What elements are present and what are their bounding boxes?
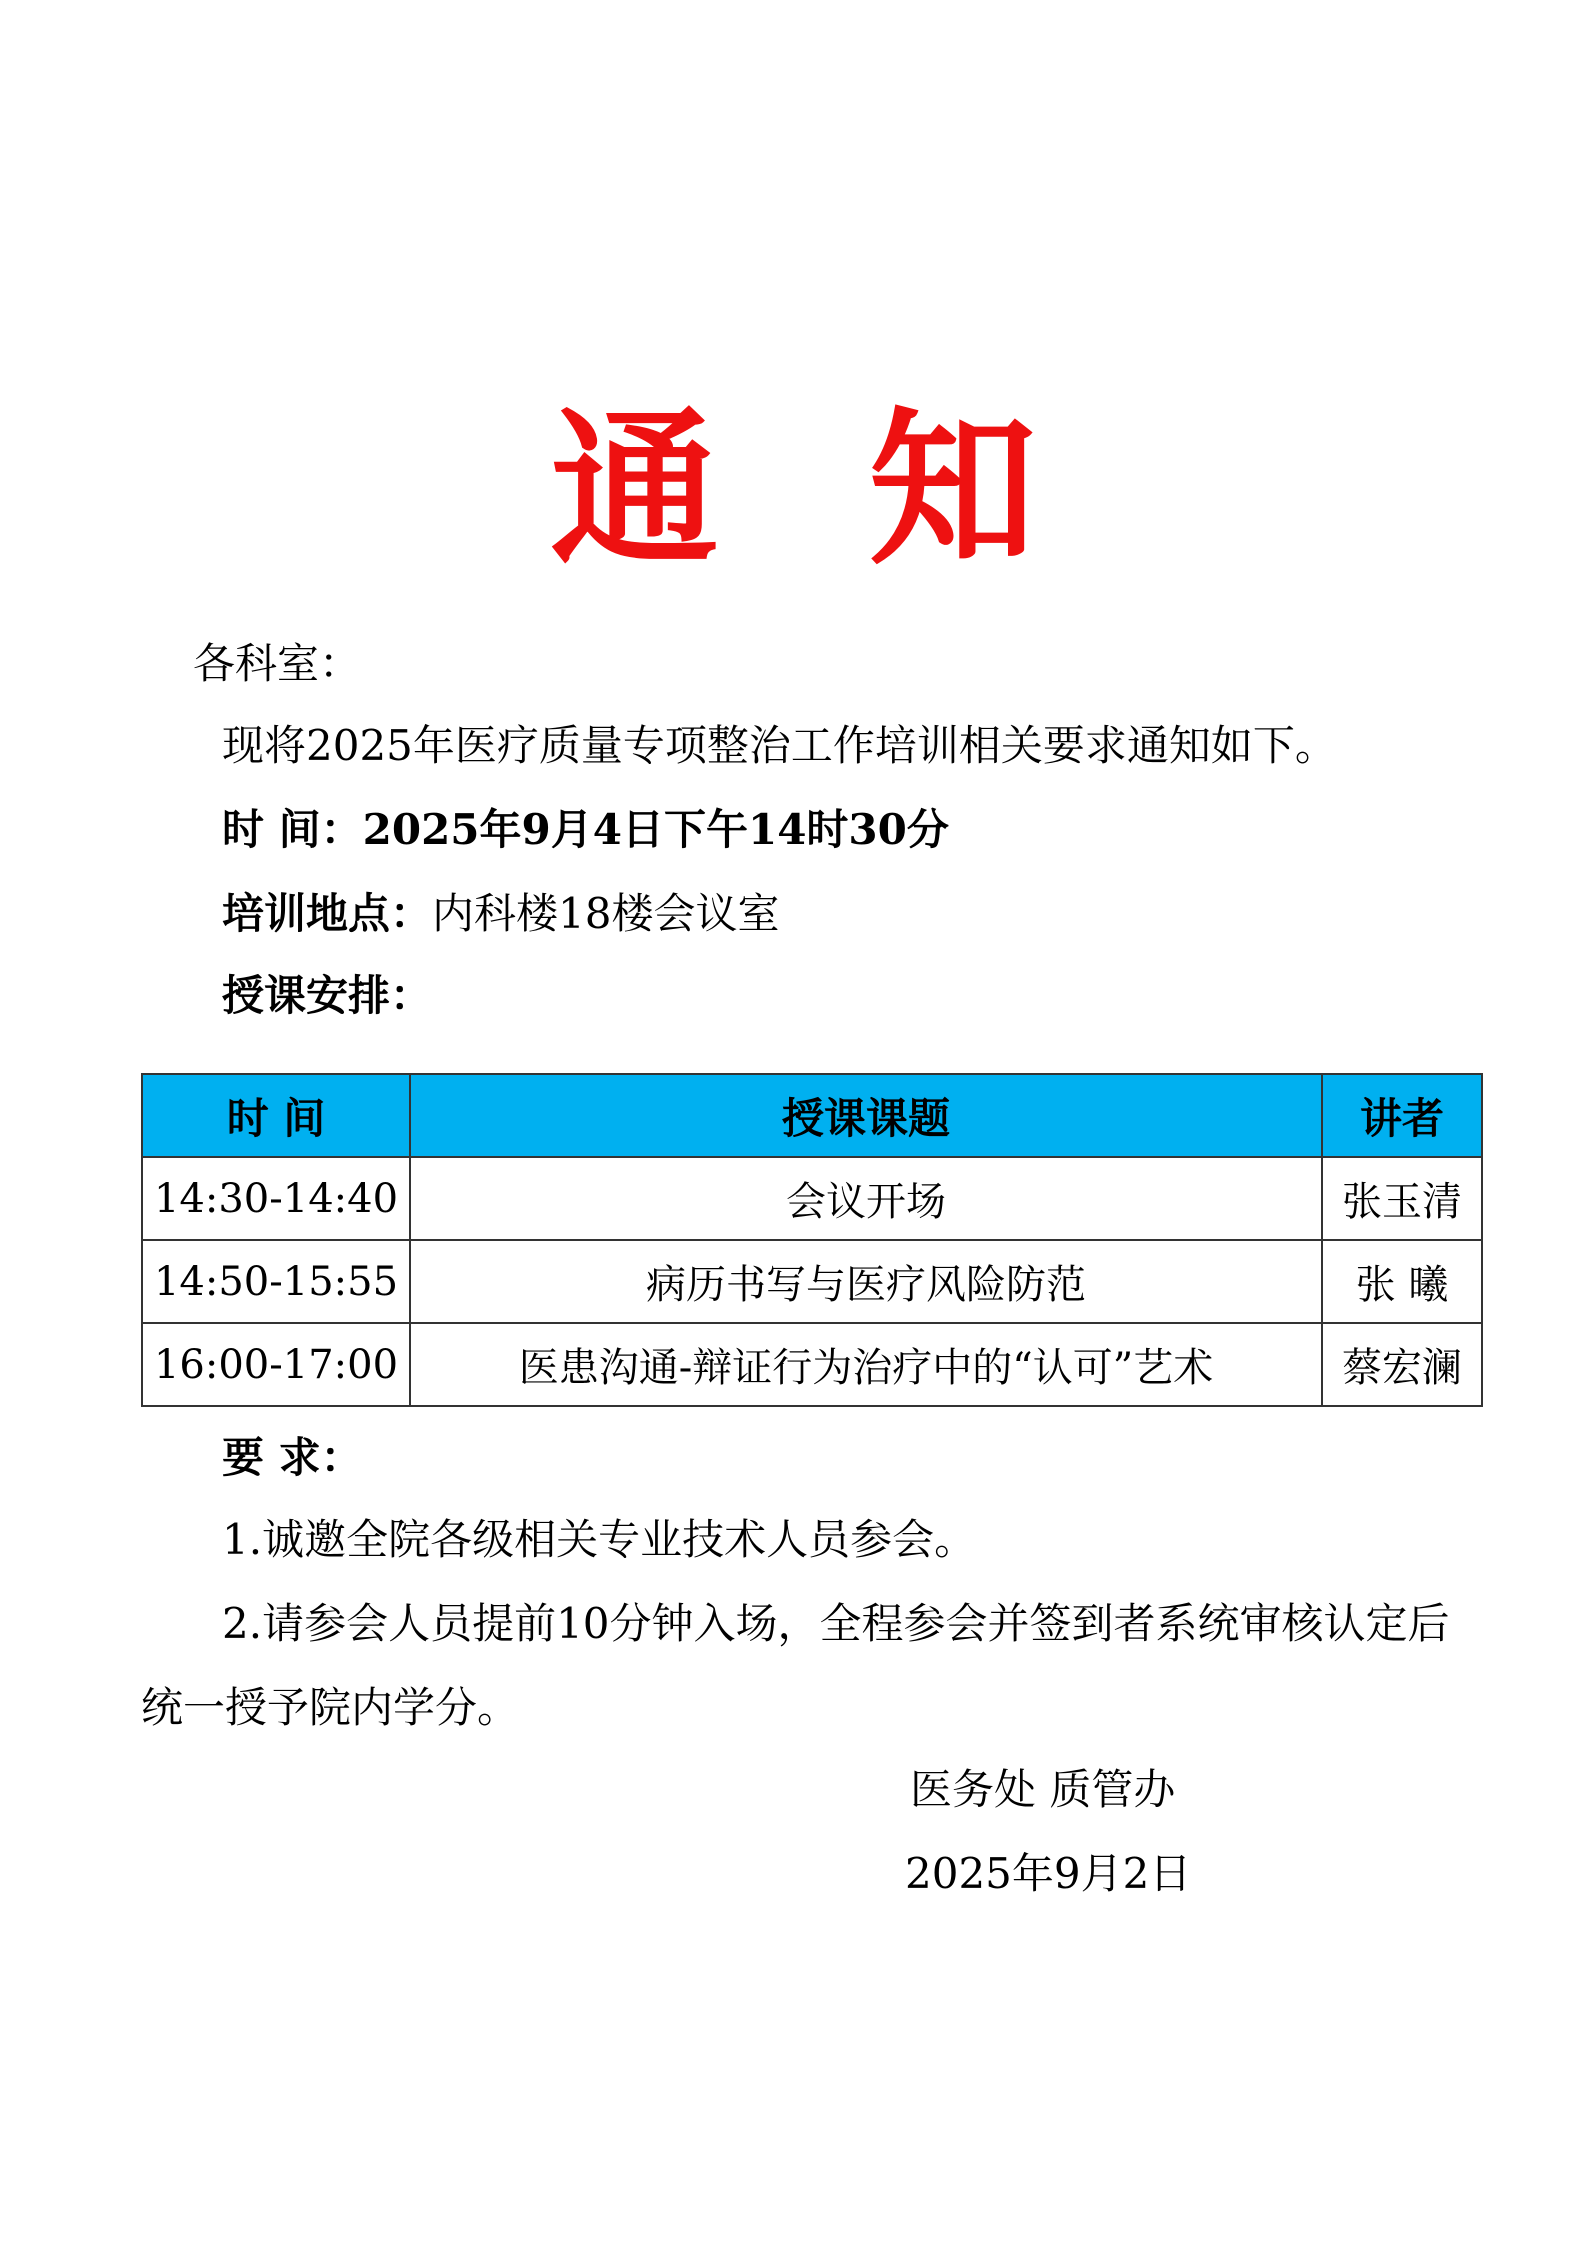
row-topic: 病历书写与医疗风险防范	[410, 1240, 1322, 1323]
row-speaker: 张 曦	[1322, 1240, 1482, 1323]
signature-org: 医务处 质管办	[910, 1765, 1176, 1814]
header-topic: 授课课题	[410, 1074, 1322, 1157]
salutation: 各科室：	[193, 639, 362, 688]
header-speaker: 讲者	[1322, 1074, 1482, 1157]
time-label: 时 间：	[222, 805, 363, 854]
row-speaker: 张玉清	[1322, 1157, 1482, 1240]
table-header-row	[142, 1074, 1482, 1157]
table-row	[142, 1323, 1482, 1406]
row-topic: 会议开场	[410, 1157, 1322, 1240]
row-time: 16:00-17:00	[142, 1323, 410, 1406]
time-row	[222, 802, 949, 858]
notice-title: 通知	[550, 392, 1187, 588]
requirements-label: 要 求：	[222, 1433, 363, 1482]
row-time: 14:50-15:55	[142, 1240, 410, 1323]
table-row	[142, 1157, 1482, 1240]
header-time: 时 间	[142, 1074, 410, 1157]
schedule-table	[141, 1073, 1483, 1407]
table-row	[142, 1240, 1482, 1323]
time-value: 2025年9月4日下午14时30分	[362, 805, 949, 854]
location-label: 培训地点：	[222, 889, 433, 938]
row-speaker: 蔡宏澜	[1322, 1323, 1482, 1406]
requirement-1: 1.诚邀全院各级相关专业技术人员参会。	[222, 1515, 977, 1564]
location-row	[222, 886, 779, 942]
requirement-2-line-1: 2.请参会人员提前10分钟入场，全程参会并签到者系统审核认定后	[222, 1599, 1450, 1648]
location-value: 内科楼18楼会议室	[432, 889, 780, 938]
schedule-label: 授课安排：	[222, 971, 433, 1020]
requirement-2-line-2: 统一授予院内学分。	[141, 1683, 520, 1732]
intro-text: 现将2025年医疗质量专项整治工作培训相关要求通知如下。	[222, 721, 1337, 770]
signature-date: 2025年9月2日	[905, 1849, 1192, 1898]
row-time: 14:30-14:40	[142, 1157, 410, 1240]
row-topic: 医患沟通-辩证行为治疗中的“认可”艺术	[410, 1323, 1322, 1406]
